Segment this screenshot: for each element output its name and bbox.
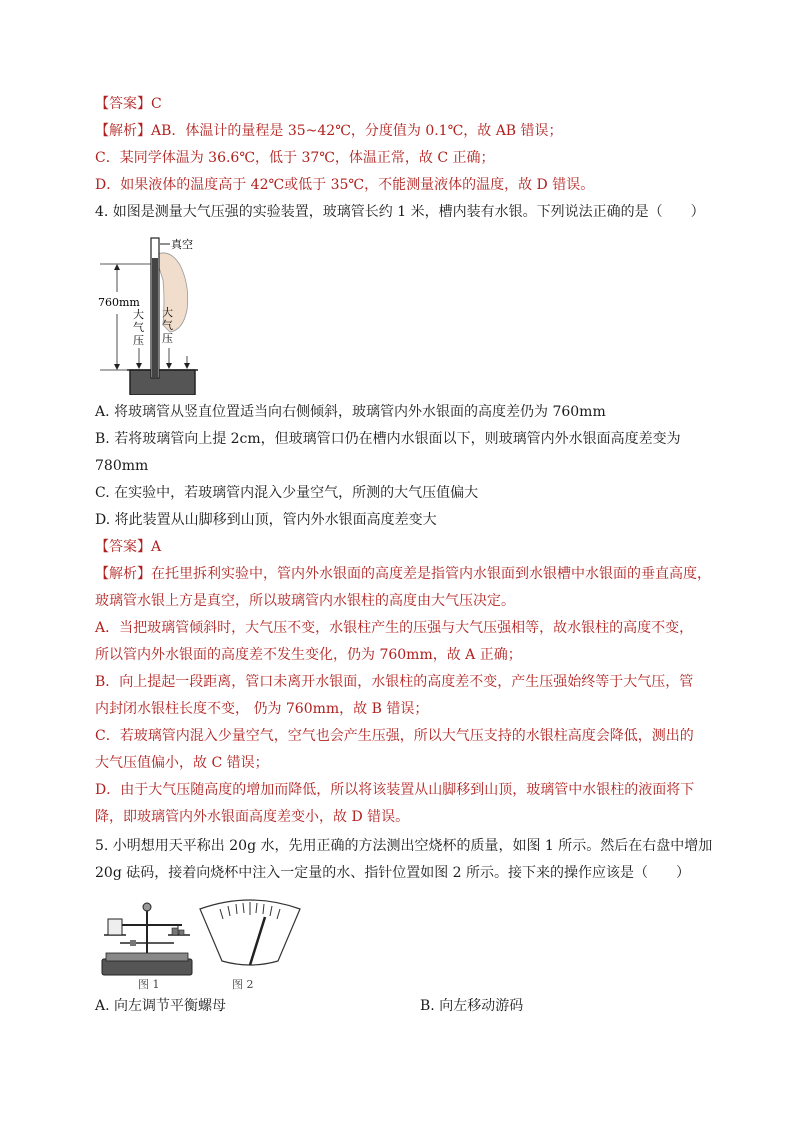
- vacuum-label: 真空: [171, 238, 193, 251]
- q4-option-b-cont: 780mm: [95, 458, 149, 474]
- analysis2-line-10: 降，即玻璃管内外水银面高度差变小，故 D 错误。: [95, 809, 410, 825]
- pressure-left-1: 大: [133, 308, 144, 321]
- question-4-stem: 4. 如图是测量大气压强的实验装置，玻璃管长约 1 米，槽内装有水银。下列说法正确的是（ ）: [95, 204, 705, 220]
- answer-tag: 【答案】: [95, 96, 151, 112]
- question-5-stem-2: 20g 砝码，接着向烧杯中注入一定量的水、指针位置如图 2 所示。接下来的操作应该是（ ）: [95, 865, 691, 881]
- analysis2-line-5: B．向上提起一段距离，管口未离开水银面，水银柱的高度差不变，产生压强始终等于大气压，管: [95, 674, 694, 690]
- q4-option-a: A. 将玻璃管从竖直位置适当向右侧倾斜，玻璃管内外水银面的高度差仍为 760mm: [95, 404, 606, 420]
- torricelli-figure: [95, 230, 325, 395]
- answer-tag: 【答案】: [95, 539, 151, 555]
- q4-option-c: C. 在实验中，若玻璃管内混入少量空气，所测的大气压值偏大: [95, 485, 479, 501]
- analysis2-line-7: C．若玻璃管内混入少量空气，空气也会产生压强，所以大气压支持的水银柱高度会降低，测出的: [95, 728, 694, 744]
- pressure-left-3: 压: [133, 334, 144, 347]
- answer-line-1: [95, 95, 162, 113]
- analysis2-line-2: 玻璃管水银上方是真空，所以玻璃管内水银柱的高度由大气压决定。: [95, 593, 515, 609]
- q5-option-b: B. 向左移动游码: [420, 998, 524, 1014]
- pressure-left-2: 气: [133, 321, 144, 334]
- fig1-label: 图 1: [138, 978, 160, 990]
- analysis1-line-3: D．如果液体的温度高于 42℃或低于 35℃，不能测量液体的温度，故 D 错误。: [95, 177, 595, 193]
- analysis2-line-1: 【解析】在托里拆利实验中，管内外水银面的高度差是指管内水银面到水银槽中水银面的垂直高度，: [95, 566, 711, 582]
- pressure-right-1: 大: [162, 306, 173, 319]
- analysis2-line-6: 内封闭水银柱长度不变， 仍为 760mm，故 B 错误；: [95, 701, 429, 717]
- analysis2-line-8: 大气压值偏小，故 C 错误；: [95, 755, 269, 771]
- analysis2-line-4: 所以管内外水银面的高度差不发生变化，仍为 760mm，故 A 正确；: [95, 647, 522, 663]
- pressure-right-2: 气: [162, 319, 173, 332]
- q4-option-d: D. 将此装置从山脚移到山顶，管内外水银面高度差变大: [95, 512, 437, 528]
- analysis1-line-1: 【解析】AB．体温计的量程是 35~42℃，分度值为 0.1℃，故 AB 错误；: [95, 123, 563, 139]
- answer-line-2: [95, 538, 161, 556]
- analysis1-line-2: C．某同学体温为 36.6℃，低于 37℃，体温正常，故 C 正确；: [95, 150, 495, 166]
- fig2-label: 图 2: [232, 978, 254, 990]
- height-label: 760mm: [98, 296, 140, 309]
- answer-value: C: [151, 96, 162, 112]
- analysis2-line-3: A．当把玻璃管倾斜时，大气压不变，水银柱产生的压强与大气压强相等，故水银柱的高度不变，: [95, 620, 694, 636]
- q5-option-a: A. 向左调节平衡螺母: [95, 998, 227, 1014]
- answer-value: A: [151, 539, 162, 555]
- analysis2-line-9: D．由于大气压随高度的增加而降低，所以将该装置从山脚移到山顶，玻璃管中水银柱的液面将下: [95, 782, 695, 798]
- pressure-right-3: 压: [162, 332, 173, 345]
- balance-figures: [100, 895, 310, 990]
- question-5-stem-1: 5. 小明想用天平称出 20g 水，先用正确的方法测出空烧杯的质量，如图 1 所示。然后在右盘中增加: [95, 838, 713, 854]
- q4-option-b: B. 若将玻璃管向上提 2cm，但玻璃管口仍在槽内水银面以下，则玻璃管内外水银面高度差变为: [95, 431, 681, 447]
